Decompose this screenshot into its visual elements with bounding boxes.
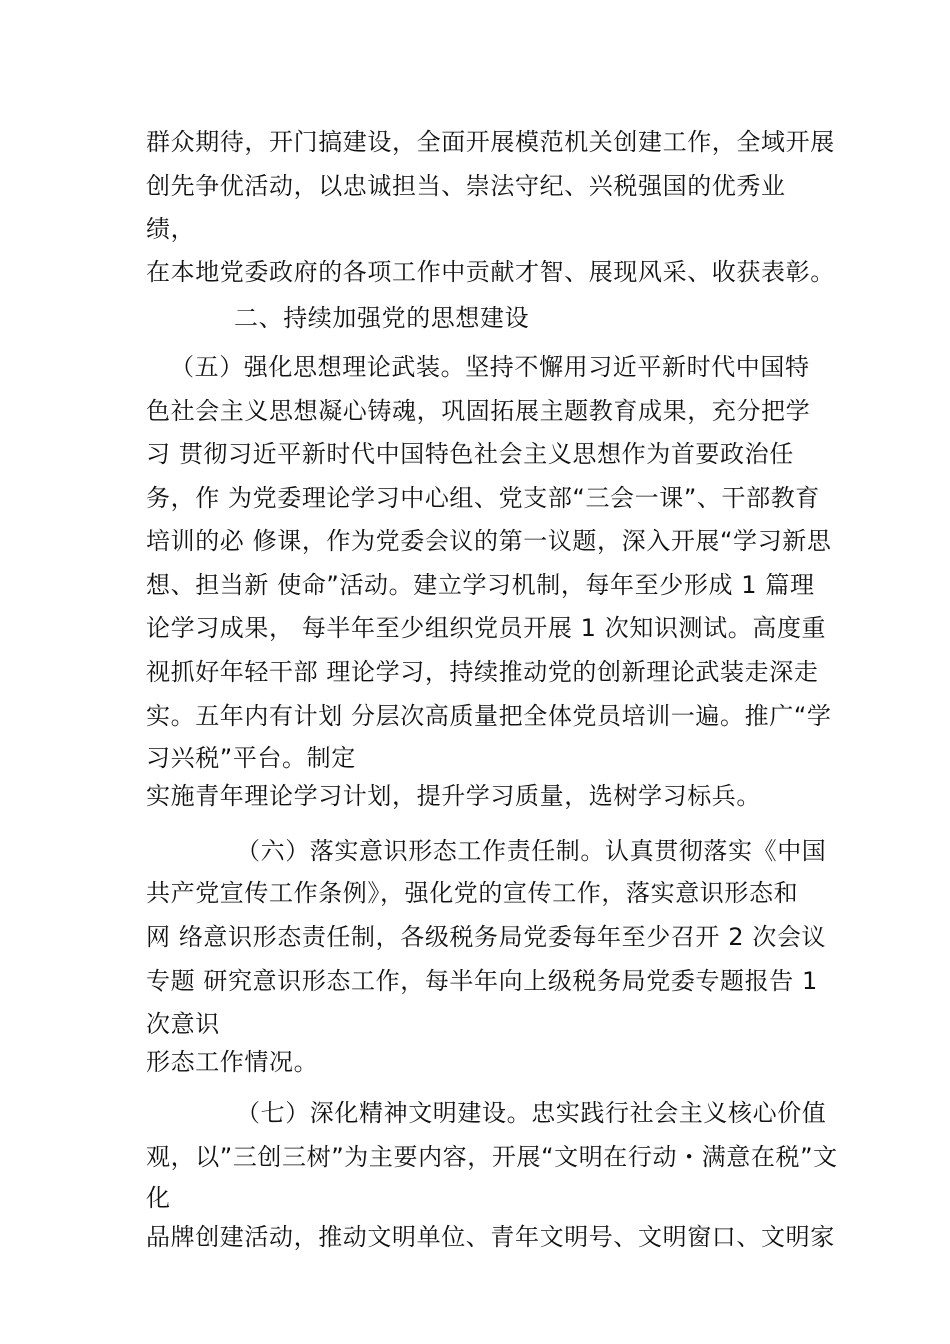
text-line: 在本地党委政府的各项工作中贡献才智、展现风采、收获表彰。 [146,258,835,286]
text-line: 创先争优活动，以忠诚担当、崇法守纪、兴税强国的优秀业 [146,172,786,200]
text-line: 共产党宣传工作条例》，强化党的宣传工作，落实意识形态和 [146,879,799,907]
text-line: 实。五年内有计划 分层次高质量把全体党员培训一遍。推广“学 [146,702,832,730]
paragraph-start: （七）深化精神文明建设。忠实践行社会主义核心价值 [236,1099,827,1127]
text-line: 绩， [146,215,196,243]
text-line: 想、担当新 使命”活动。建立学习机制，每年至少形成 1 篇理 [146,571,815,599]
paragraph-start: （五）强化思想理论武装。坚持不懈用习近平新时代中国特 [170,353,810,381]
text-line: 习 贯彻习近平新时代中国特色社会主义思想作为首要政治任 [146,440,794,468]
section-heading: 二、持续加强党的思想建设 [234,304,530,332]
text-line: 群众期待，开门搞建设，全面开展模范机关创建工作，全域开展 [146,128,835,156]
text-line: 论学习成果， 每半年至少组织党员开展 1 次知识测试。高度重 [146,614,827,642]
text-line: 习兴税”平台。制定 [146,744,356,772]
text-line: 次意识 [146,1010,220,1038]
text-line: 培训的必 修课，作为党委会议的第一议题，深入开展“学习新思 [146,527,832,555]
text-line: 务，作 为党委理论学习中心组、党支部“三会一课”、干部教育 [146,484,820,512]
text-line: 品牌创建活动，推动文明单位、青年文明号、文明窗口、文明家 [146,1223,835,1251]
paragraph-start: （六）落实意识形态工作责任制。认真贯彻落实《中国 [236,837,827,865]
text-line: 网 络意识形态责任制，各级税务局党委每年至少召开 2 次会议 [146,923,827,951]
text-line: 形态工作情况。 [146,1048,319,1076]
text-line: 视抓好年轻干部 理论学习，持续推动党的创新理论武装走深走 [146,658,819,686]
text-line: 实施青年理论学习计划，提升学习质量，选树学习标兵。 [146,782,761,810]
text-line: 专题 研究意识形态工作，每半年向上级税务局党委专题报告 1 [146,967,818,995]
text-line: 色社会主义思想凝心铸魂，巩固拓展主题教育成果，充分把学 [146,397,811,425]
text-line: 观，以”三创三树”为主要内容，开展“文明在行动・满意在税”文 [146,1143,838,1171]
text-line: 化 [146,1184,171,1212]
